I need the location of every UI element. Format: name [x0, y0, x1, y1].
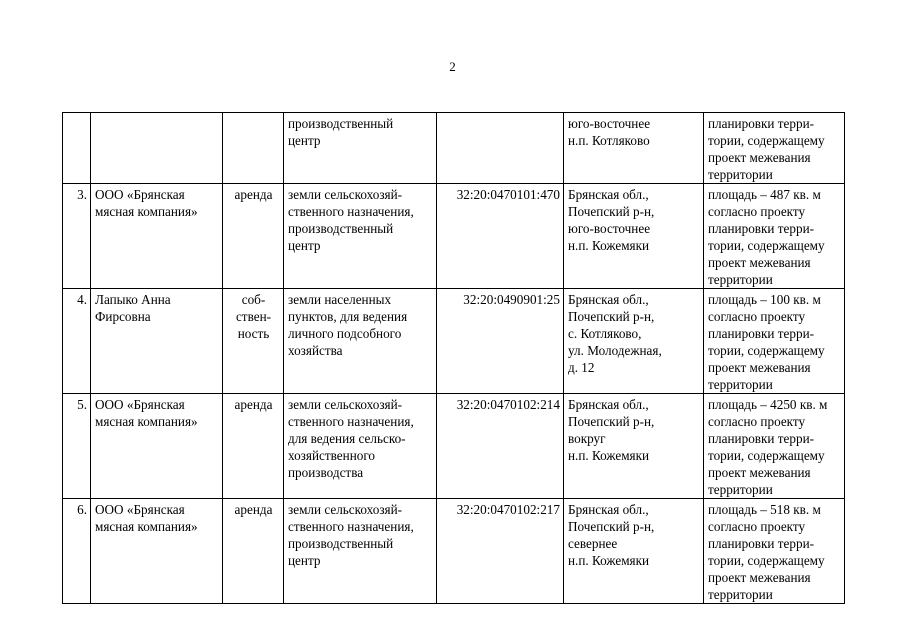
location-cell: Брянская обл., Почепский р-н, севернее н.п. Кожемяки — [564, 499, 704, 604]
right-type-cell: соб- ствен- ность — [223, 289, 284, 394]
note-cell: площадь – 487 кв. м согласно проекту планировки терри- тории, содержащему проект межевания территории — [704, 184, 845, 289]
land-category-cell: производственный центр — [284, 113, 437, 184]
note-cell: площадь – 518 кв. м согласно проекту планировки терри- тории, содержащему проект межевания территории — [704, 499, 845, 604]
row-number-cell: 6. — [63, 499, 91, 604]
land-category-cell: земли населенных пунктов, для ведения личного подсобного хозяйства — [284, 289, 437, 394]
owner-cell — [91, 113, 223, 184]
right-type-cell: аренда — [223, 394, 284, 499]
location-cell: Брянская обл., Почепский р-н, вокруг н.п. Кожемяки — [564, 394, 704, 499]
owner-cell: Лапыко Анна Фирсовна — [91, 289, 223, 394]
location-cell: Брянская обл., Почепский р-н, юго-восточнее н.п. Кожемяки — [564, 184, 704, 289]
note-cell: планировки терри- тории, содержащему проект межевания территории — [704, 113, 845, 184]
page-number: 2 — [449, 59, 456, 74]
location-cell: Брянская обл., Почепский р-н, с. Котляково, ул. Молодежная, д. 12 — [564, 289, 704, 394]
row-number-cell — [63, 113, 91, 184]
right-type-cell: аренда — [223, 499, 284, 604]
row-number-cell: 3. — [63, 184, 91, 289]
row-number-cell: 4. — [63, 289, 91, 394]
cadastral-number-cell — [437, 113, 564, 184]
right-type-cell — [223, 113, 284, 184]
cadastral-number-cell: 32:20:0470101:470 — [437, 184, 564, 289]
cadastral-number-cell: 32:20:0490901:25 — [437, 289, 564, 394]
owner-cell: ООО «Брянская мясная компания» — [91, 184, 223, 289]
table-row — [63, 394, 845, 499]
row-number-cell: 5. — [63, 394, 91, 499]
owner-cell: ООО «Брянская мясная компания» — [91, 499, 223, 604]
table-row — [63, 113, 845, 184]
table-row — [63, 289, 845, 394]
owner-cell: ООО «Брянская мясная компания» — [91, 394, 223, 499]
table-row — [63, 499, 845, 604]
note-cell: площадь – 100 кв. м согласно проекту планировки терри- тории, содержащему проект межевания территории — [704, 289, 845, 394]
cadastral-number-cell: 32:20:0470102:217 — [437, 499, 564, 604]
location-cell: юго-восточнее н.п. Котляково — [564, 113, 704, 184]
table-row — [63, 184, 845, 289]
cadastral-number-cell: 32:20:0470102:214 — [437, 394, 564, 499]
land-category-cell: земли сельскохозяй- ственного назначения, для ведения сельско- хозяйственного производства — [284, 394, 437, 499]
land-category-cell: земли сельскохозяй- ственного назначения, производственный центр — [284, 184, 437, 289]
note-cell: площадь – 4250 кв. м согласно проекту планировки терри- тории, содержащему проект межевания территории — [704, 394, 845, 499]
land-category-cell: земли сельскохозяй- ственного назначения, производственный центр — [284, 499, 437, 604]
land-register-table — [62, 112, 845, 604]
right-type-cell: аренда — [223, 184, 284, 289]
